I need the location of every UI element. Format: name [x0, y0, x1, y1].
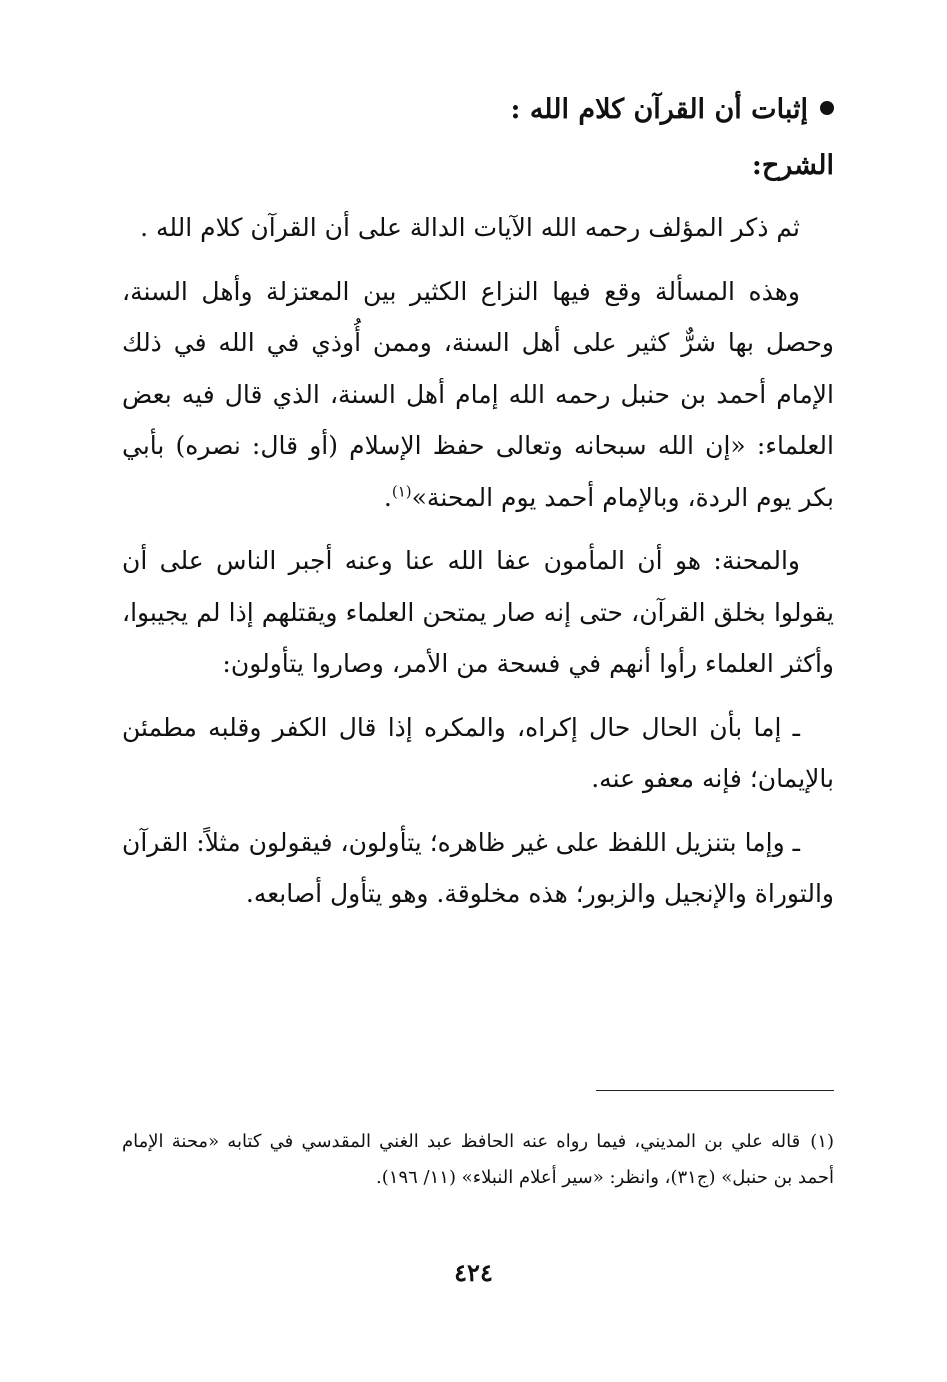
paragraph-1: ثم ذكر المؤلف رحمه الله الآيات الدالة على أن القرآن كلام الله .: [140, 213, 800, 242]
commentary-label: الشرح:: [751, 150, 834, 181]
paragraph-4: ـ إما بأن الحال حال إكراه، والمكره إذا قال الكفر وقلبه مطمئن بالإيمان؛ فإنه معفو عنه.: [122, 712, 834, 793]
main-text-column: [122, 88, 834, 932]
paragraph-5: ـ وإما بتنزيل اللفظ على غير ظاهره؛ يتأولون، فيقولون مثلاً: القرآن والتوراة والإنجيل والزبور؛ هذه مخلوقة. وهو يتأول أصابعه.: [122, 827, 834, 908]
section-heading-text: إثبات أن القرآن كلام الله :: [510, 94, 808, 125]
footnote-text: قاله علي بن المديني، فيما رواه عنه الحافظ عبد الغني المقدسي في كتابه «محنة الإمام أحمد بن حنبل» (ج٣١)، وانظر: «سير أعلام النبلاء» (١١/ ١٩٦).: [122, 1131, 834, 1188]
footnote: [122, 1124, 834, 1196]
bullet-icon: [820, 101, 834, 115]
page-number: ٤٢٤: [454, 1258, 493, 1287]
paragraph-2-end: .: [383, 482, 392, 512]
footnote-reference: (١): [391, 482, 412, 501]
footnote-divider: [596, 1090, 834, 1091]
section-heading: [122, 88, 834, 132]
paragraph-2: [122, 266, 834, 524]
paragraph-2-text: وهذه المسألة وقع فيها النزاع الكثير بين المعتزلة وأهل السنة، وحصل بها شرٌّ كثير على أهل السنة، وممن أُوذي في الله في ذلك الإمام أحمد بن حنبل رحمه الله إمام أهل السنة، الذي قال فيه بعض العلماء: «إن الله سبحانه وتعالى حفظ الإسلام (أو قال: نصره) بأبي بكر يوم الردة، وبالإمام أحمد يوم المحنة»: [122, 276, 834, 512]
paragraph-3: والمحنة: هو أن المأمون عفا الله عنا وعنه أجبر الناس على أن يقولوا بخلق القرآن، حتى إنه صار يمتحن العلماء ويقتلهم إذا لم يجيبوا، وأكثر العلماء رأوا أنهم في فسحة من الأمر، وصاروا يتأولون:: [122, 546, 834, 678]
footnote-mark: (١): [810, 1131, 834, 1152]
